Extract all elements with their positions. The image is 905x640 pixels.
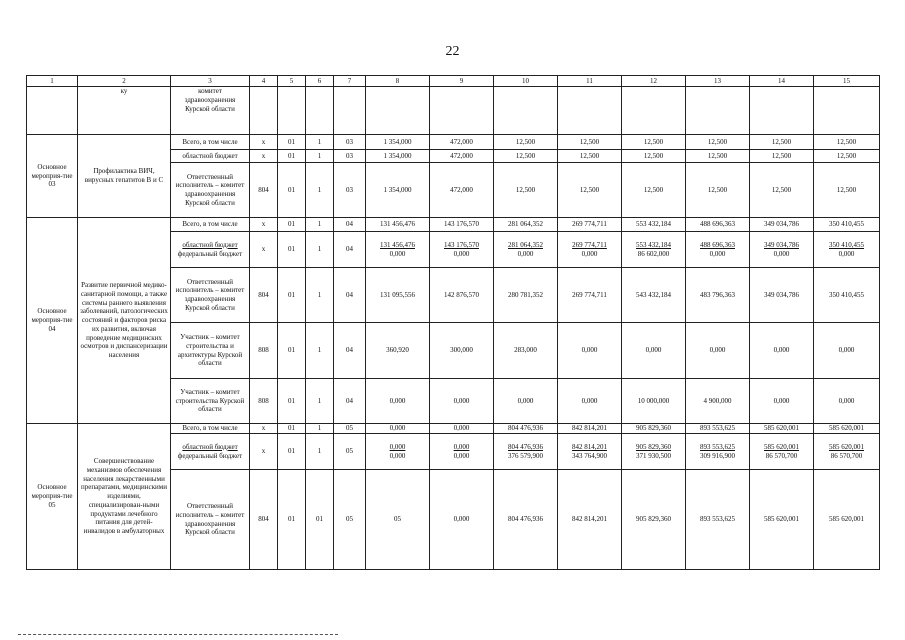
table-cell: х — [250, 232, 278, 268]
budget-label: областной бюджет — [182, 442, 238, 451]
table-cell — [558, 434, 622, 470]
table-cell — [622, 232, 686, 268]
table-cell: 472,000 — [430, 135, 494, 150]
header-cell: 14 — [750, 76, 814, 87]
table-cell: 01 — [278, 470, 306, 570]
table-cell: 12,500 — [814, 135, 880, 150]
table-cell: 1 — [306, 434, 334, 470]
value: 488 696,363 — [700, 240, 735, 249]
table-cell: 808 — [250, 323, 278, 379]
table-cell: 12,500 — [814, 150, 880, 163]
table-cell: 12,500 — [622, 163, 686, 218]
value: 343 764,900 — [572, 451, 607, 460]
table-cell: 585 620,001 — [750, 424, 814, 434]
table-cell: 0,000 — [558, 379, 622, 424]
table-cell: 03 — [334, 150, 366, 163]
table-cell — [366, 434, 430, 470]
header-cell: 1 — [27, 76, 78, 87]
table-cell: 0,000 — [366, 379, 430, 424]
table-cell: 0,000 — [430, 424, 494, 434]
table-cell: 349 034,786 — [750, 268, 814, 323]
table-cell: 04 — [334, 379, 366, 424]
table-cell: 131 095,556 — [366, 268, 430, 323]
table-cell: 0,000 — [622, 323, 686, 379]
table-row — [27, 424, 880, 434]
table-cell — [494, 434, 558, 470]
table-cell: Ответственный исполнитель – комитет здравоохранения Курской области — [171, 268, 250, 323]
table-row — [27, 135, 880, 150]
table-cell — [250, 87, 278, 135]
table-cell: 05 — [334, 434, 366, 470]
value: 0,000 — [517, 249, 534, 258]
table-cell: 0,000 — [750, 323, 814, 379]
budget-table — [26, 75, 880, 570]
table-cell: 12,500 — [494, 135, 558, 150]
table-cell: 01 — [278, 135, 306, 150]
header-cell: 6 — [306, 76, 334, 87]
table-cell: 472,000 — [430, 150, 494, 163]
value: 350 410,455 — [829, 240, 864, 249]
table-cell — [750, 87, 814, 135]
table-cell: 0,000 — [686, 323, 750, 379]
table-cell — [366, 87, 430, 135]
table-cell: 585 620,001 — [750, 470, 814, 570]
table-cell: 0,000 — [494, 379, 558, 424]
value: 585 620,001 — [829, 442, 864, 451]
table-cell: Ответственный исполнитель – комитет здравоохранения Курской области — [171, 163, 250, 218]
table-cell: 350 410,455 — [814, 218, 880, 232]
table-cell: 143 176,570 — [430, 218, 494, 232]
table-cell — [430, 434, 494, 470]
table-cell: х — [250, 424, 278, 434]
header-cell: 3 — [171, 76, 250, 87]
table-cell: 488 696,363 — [686, 218, 750, 232]
table-cell: 12,500 — [558, 150, 622, 163]
table-cell: 4 900,000 — [686, 379, 750, 424]
table-cell: 905 829,360 — [622, 424, 686, 434]
table-cell: 12,500 — [814, 163, 880, 218]
value: 86 602,000 — [637, 249, 670, 258]
table-cell: 131 456,476 — [366, 218, 430, 232]
table-cell: 12,500 — [558, 135, 622, 150]
value: 0,000 — [773, 249, 790, 258]
table-cell — [430, 232, 494, 268]
budget-label: федеральный бюджет — [177, 249, 243, 258]
table-cell — [558, 232, 622, 268]
table-cell: 01 — [278, 379, 306, 424]
table-cell — [686, 87, 750, 135]
table-cell: 1 — [306, 232, 334, 268]
table-cell: 350 410,455 — [814, 268, 880, 323]
table-cell: 04 — [334, 218, 366, 232]
table-cell: 585 620,001 — [814, 470, 880, 570]
table-cell: 12,500 — [494, 163, 558, 218]
value: 905 829,360 — [636, 442, 671, 451]
table-cell: Всего, в том числе — [171, 218, 250, 232]
table-cell — [814, 232, 880, 268]
table-cell: 804 — [250, 470, 278, 570]
table-cell: 12,500 — [686, 150, 750, 163]
table-cell: 01 — [278, 434, 306, 470]
value: 0,000 — [453, 442, 470, 451]
table-cell: 03 — [334, 163, 366, 218]
table-cell: 804 — [250, 268, 278, 323]
table-cell — [686, 232, 750, 268]
header-cell: 15 — [814, 76, 880, 87]
table-cell: 0,000 — [814, 323, 880, 379]
value: 371 930,500 — [636, 451, 671, 460]
table-cell: 12,500 — [622, 135, 686, 150]
header-cell: 12 — [622, 76, 686, 87]
table-cell: 01 — [278, 232, 306, 268]
table-cell: 280 781,352 — [494, 268, 558, 323]
table-cell — [814, 87, 880, 135]
header-cell: 2 — [78, 76, 171, 87]
table-cell: 1 354,000 — [366, 135, 430, 150]
table-cell: 804 — [250, 163, 278, 218]
header-cell: 9 — [430, 76, 494, 87]
table-row — [27, 218, 880, 232]
table-cell: 842 814,201 — [558, 424, 622, 434]
header-cell: 7 — [334, 76, 366, 87]
table-cell: 1 354,000 — [366, 163, 430, 218]
value: 0,000 — [453, 249, 470, 258]
table-cell — [494, 232, 558, 268]
table-cell: 12,500 — [622, 150, 686, 163]
table-cell: областной бюджет — [171, 150, 250, 163]
value: 0,000 — [389, 442, 406, 451]
table-cell — [334, 87, 366, 135]
table-cell: ку — [78, 87, 171, 135]
table-cell: 804 476,936 — [494, 424, 558, 434]
value: 86 570,700 — [765, 451, 798, 460]
table-cell: 1 — [306, 135, 334, 150]
budget-label: федеральный бюджет — [177, 451, 243, 460]
table-cell: 269 774,711 — [558, 218, 622, 232]
table-cell — [622, 434, 686, 470]
table-cell: 1 — [306, 379, 334, 424]
table-cell: х — [250, 434, 278, 470]
value: 0,000 — [453, 451, 470, 460]
table-cell: 0,000 — [366, 424, 430, 434]
table-cell: 585 620,001 — [814, 424, 880, 434]
table-cell: 804 476,936 — [494, 470, 558, 570]
table-cell — [814, 434, 880, 470]
table-row — [27, 87, 880, 135]
value: 842 814,201 — [572, 442, 607, 451]
table-cell: Всего, в том числе — [171, 424, 250, 434]
header-cell: 11 — [558, 76, 622, 87]
table-cell: 300,000 — [430, 323, 494, 379]
table-cell: 553 432,184 — [622, 218, 686, 232]
measure-name: Профилактика ВИЧ, вирусных гепатитов В и С — [78, 135, 171, 218]
value: 585 620,001 — [764, 442, 799, 451]
table-cell: 893 553,625 — [686, 470, 750, 570]
measure-title: Основное мероприя-тие 03 — [27, 135, 78, 218]
table-cell: 01 — [278, 268, 306, 323]
table-cell — [366, 232, 430, 268]
page-number: 22 — [445, 44, 460, 59]
value: 309 916,900 — [700, 451, 735, 460]
value: 143 176,570 — [444, 240, 479, 249]
table-cell: 543 432,184 — [622, 268, 686, 323]
table-cell — [430, 87, 494, 135]
table-cell: 1 — [306, 163, 334, 218]
header-cell: 4 — [250, 76, 278, 87]
header-row — [27, 76, 880, 87]
table-cell: 472,000 — [430, 163, 494, 218]
table-cell — [750, 232, 814, 268]
measure-name: Развитие первичной медико-санитарной помощи, а также системы раннего выявления заболеваний, патологических состояний и факторов риска их развития, включая проведение медицинских осмотров и диспансеризации населения — [78, 218, 171, 424]
value: 0,000 — [581, 249, 598, 258]
table-cell: 1 — [306, 268, 334, 323]
table-cell: 05 — [334, 424, 366, 434]
table-cell: 1 — [306, 424, 334, 434]
table-cell: 12,500 — [750, 135, 814, 150]
measure-name: Совершенствование механизмов обеспечения населения лекарственными препаратами, медицинскими изделиями, специализирован-ными продуктами лечебного питания для детей-инвалидов в амбулаторных — [78, 424, 171, 570]
table-cell: 269 774,711 — [558, 268, 622, 323]
header-cell: 5 — [278, 76, 306, 87]
table-cell: 842 814,201 — [558, 470, 622, 570]
value: 269 774,711 — [572, 240, 607, 249]
value: 804 476,936 — [508, 442, 543, 451]
table-cell — [171, 232, 250, 268]
table-cell: х — [250, 218, 278, 232]
header-cell: 10 — [494, 76, 558, 87]
table-cell: 01 — [306, 470, 334, 570]
table-cell — [558, 87, 622, 135]
table-cell — [686, 434, 750, 470]
table-cell: 0,000 — [750, 379, 814, 424]
table-cell: 360,920 — [366, 323, 430, 379]
table-cell: 05 — [366, 470, 430, 570]
table-cell: 05 — [334, 470, 366, 570]
table-cell: 283,000 — [494, 323, 558, 379]
table-cell — [750, 434, 814, 470]
table-cell: 808 — [250, 379, 278, 424]
table-cell: 03 — [334, 135, 366, 150]
table-cell: комитет здравоохранения Курской области — [171, 87, 250, 135]
table-cell: Участник – комитет строительства Курской области — [171, 379, 250, 424]
value: 553 432,184 — [636, 240, 671, 249]
table-cell: 12,500 — [494, 150, 558, 163]
value: 376 579,900 — [508, 451, 543, 460]
value: 0,000 — [838, 249, 855, 258]
table-cell: 01 — [278, 218, 306, 232]
table-cell: 0,000 — [430, 470, 494, 570]
header-cell: 13 — [686, 76, 750, 87]
value: 86 570,700 — [830, 451, 863, 460]
table-cell: 12,500 — [686, 135, 750, 150]
table-cell: Всего, в том числе — [171, 135, 250, 150]
header-cell: 8 — [366, 76, 430, 87]
table-cell: 04 — [334, 323, 366, 379]
table-cell: 01 — [278, 163, 306, 218]
table-cell: 12,500 — [686, 163, 750, 218]
table-cell — [27, 87, 78, 135]
table-cell: 0,000 — [430, 379, 494, 424]
table-cell: Участник – комитет строительства и архитектуры Курской области — [171, 323, 250, 379]
table-cell — [278, 87, 306, 135]
value: 0,000 — [709, 249, 726, 258]
budget-label: областной бюджет — [182, 240, 238, 249]
table-cell: 1 354,000 — [366, 150, 430, 163]
footer-divider — [18, 634, 338, 635]
table-cell: 281 064,352 — [494, 218, 558, 232]
value: 0,000 — [389, 249, 406, 258]
table-cell: 1 — [306, 150, 334, 163]
table-cell — [622, 87, 686, 135]
measure-title: Основное мероприя-тие 05 — [27, 424, 78, 570]
table-cell: 483 796,363 — [686, 268, 750, 323]
table-cell: 0,000 — [558, 323, 622, 379]
table-cell: 893 553,625 — [686, 424, 750, 434]
table-cell: 1 — [306, 323, 334, 379]
table-cell: Ответственный исполнитель – комитет здравоохранения Курской области — [171, 470, 250, 570]
table-cell: 01 — [278, 150, 306, 163]
table-cell: 349 034,786 — [750, 218, 814, 232]
table-cell — [306, 87, 334, 135]
table-cell: 142 876,570 — [430, 268, 494, 323]
table-cell: 04 — [334, 232, 366, 268]
table-cell: 12,500 — [750, 163, 814, 218]
table-cell: 1 — [306, 218, 334, 232]
table-cell: 12,500 — [558, 163, 622, 218]
table-cell: 01 — [278, 424, 306, 434]
table-cell: х — [250, 150, 278, 163]
value: 349 034,786 — [764, 240, 799, 249]
table-cell: 0,000 — [814, 379, 880, 424]
table-cell: 12,500 — [750, 150, 814, 163]
table-cell: 10 000,000 — [622, 379, 686, 424]
value: 131 456,476 — [380, 240, 415, 249]
value: 893 553,625 — [700, 442, 735, 451]
value: 281 064,352 — [508, 240, 543, 249]
table-cell: 905 829,360 — [622, 470, 686, 570]
table-cell — [171, 434, 250, 470]
table-cell: 04 — [334, 268, 366, 323]
table-cell — [494, 87, 558, 135]
measure-title: Основное мероприя-тие 04 — [27, 218, 78, 424]
value: 0,000 — [389, 451, 406, 460]
table-cell: х — [250, 135, 278, 150]
table-cell: 01 — [278, 323, 306, 379]
